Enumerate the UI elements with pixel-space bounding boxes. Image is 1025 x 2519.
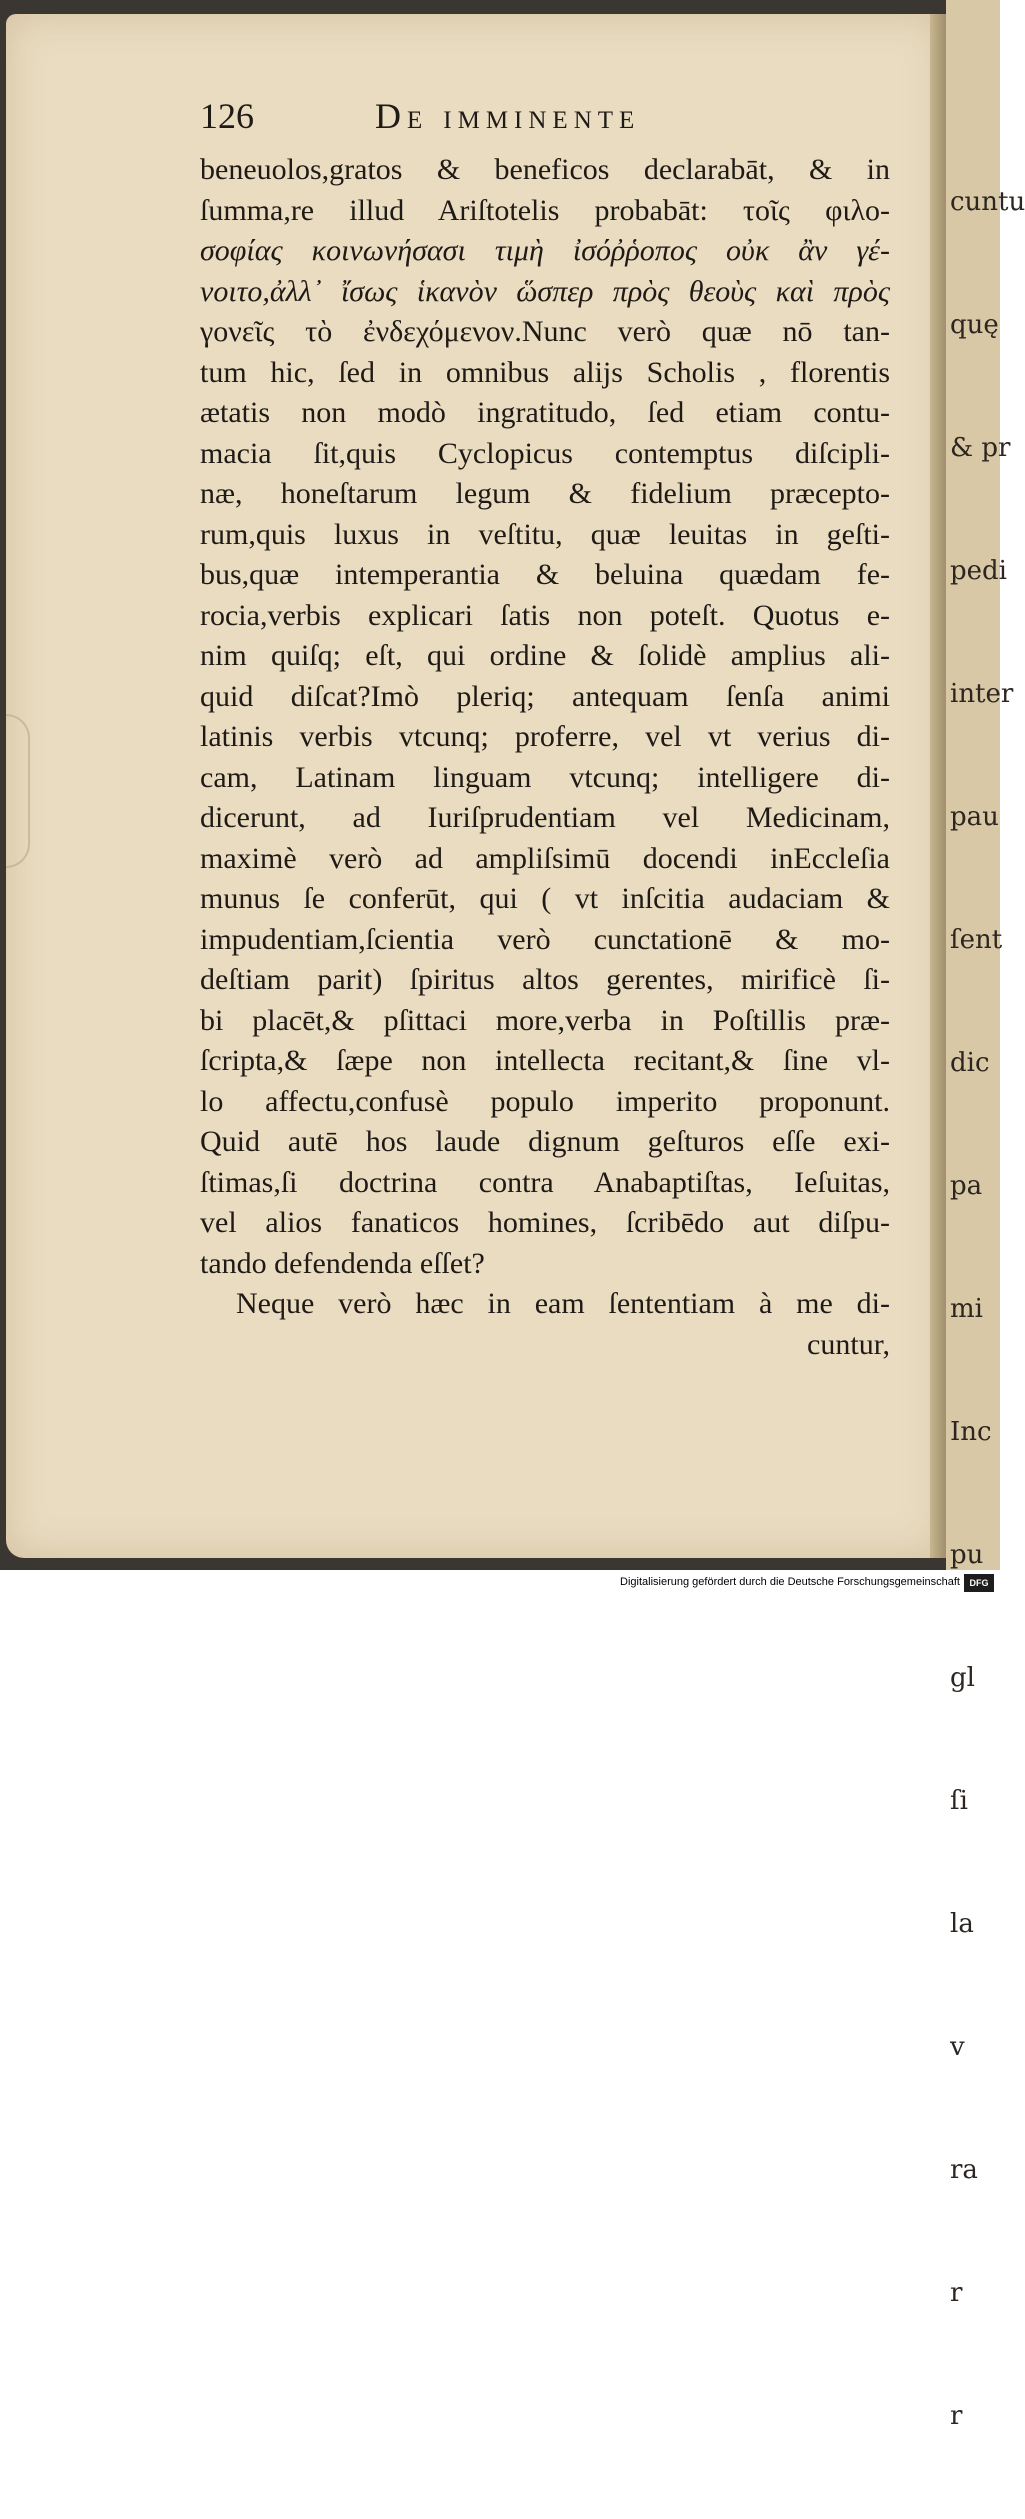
text-line: latinis verbis vtcunq; proferre, vel vt verius di- bbox=[200, 720, 890, 753]
fragment-line: r bbox=[950, 2278, 963, 2308]
text-line: nim quiſq; eſt, qui ordine & ſolidè amplius ali- bbox=[200, 639, 890, 672]
fragment-line: Inc bbox=[950, 1417, 992, 1447]
fragment-line: pau bbox=[950, 802, 999, 832]
text-line: tando defendenda eſſet? bbox=[200, 1246, 485, 1280]
facing-page-fragments bbox=[950, 100, 1025, 2519]
text-line: impudentiam,ſcientia verò cunctationē & mo- bbox=[200, 922, 890, 956]
fragment-line: gl bbox=[950, 1663, 975, 1693]
text-line: ſumma,re illud Ariſtotelis probabāt: τοῖς φιλο- bbox=[200, 193, 890, 227]
text-line: Quid autē hos laude dignum geſturos eſſe exi- bbox=[200, 1125, 890, 1158]
text-line: macia ſit,quis Cyclopicus contemptus diſcipli- bbox=[200, 436, 890, 470]
page-header bbox=[200, 95, 900, 143]
text-line: bus,quæ intemperantia & beluina quædam fe- bbox=[200, 558, 890, 591]
text-line: munus ſe conferūt, qui ( vt inſcitia audaciam & bbox=[200, 882, 890, 915]
text-line: beneuolos,gratos & beneficos declarabāt, & in bbox=[200, 153, 890, 186]
fragment-line: cuntu bbox=[950, 187, 1025, 217]
footer-credit: Digitalisierung gefördert durch die Deutsche Forschungsgemeinschaft bbox=[620, 1576, 960, 1588]
fragment-line: ſi bbox=[950, 1786, 968, 1816]
fragment-line: quę bbox=[950, 310, 999, 340]
fragment-line: v bbox=[950, 2032, 965, 2062]
fragment-line: ſent bbox=[950, 925, 1003, 955]
text-line-greek: σοφίας κοινωνήσασι τιμὴ ἰσόῤῥοπος οὐκ ἂν γέ- bbox=[200, 234, 890, 267]
text-line: lo affectu,confusè populo imperito proponunt. bbox=[200, 1084, 890, 1118]
page-edge-fold bbox=[6, 714, 30, 868]
text-line: næ, honeſtarum legum & fidelium præcepto- bbox=[200, 477, 890, 510]
body-text bbox=[200, 150, 890, 1365]
text-line: tum hic, ſed in omnibus alijs Scholis , florentis bbox=[200, 355, 890, 389]
fragment-line: inter bbox=[950, 679, 1014, 709]
fragment-line: pedi bbox=[950, 556, 1007, 586]
text-line: maximè verò ad ampliſsimū docendi inEccleſia bbox=[200, 841, 890, 875]
dfg-logo-icon: DFG bbox=[964, 1574, 994, 1592]
text-line: quid diſcat?Imò pleriq; antequam ſenſa animi bbox=[200, 679, 890, 713]
catchword: cuntur, bbox=[807, 1327, 890, 1361]
fragment-line: ra bbox=[950, 2155, 978, 2185]
text-line: γονεῖς τὸ ἐνδεχόμενον.Nunc verò quæ nō tan- bbox=[200, 315, 890, 348]
text-line-indented: Neque verò hæc in eam ſententiam à me di- bbox=[236, 1287, 890, 1320]
fragment-line: & pr bbox=[950, 433, 1011, 463]
fragment-line: pu bbox=[950, 1540, 984, 1570]
text-line: bi placēt,& pſittaci more,verba in Poſtillis præ- bbox=[200, 1003, 890, 1037]
page-number: 126 bbox=[200, 96, 254, 136]
text-line: deſtiam parit) ſpiritus altos gerentes, mirificè ſi- bbox=[200, 963, 890, 996]
text-line: ætatis non modò ingratitudo, ſed etiam contu- bbox=[200, 396, 890, 429]
fragment-line: mi bbox=[950, 1294, 983, 1324]
text-line: ſtimas,ſi doctrina contra Anabaptiſtas, Ieſuitas, bbox=[200, 1165, 890, 1199]
text-line: vel alios fanaticos homines, ſcribēdo aut diſpu- bbox=[200, 1206, 890, 1239]
fragment-line: r bbox=[950, 2401, 963, 2431]
text-line: ſcripta,& ſæpe non intellecta recitant,& ſine vl- bbox=[200, 1044, 890, 1077]
fragment-line: dic bbox=[950, 1048, 990, 1078]
text-line: rocia,verbis explicari ſatis non poteſt. Quotus e- bbox=[200, 598, 890, 632]
fragment-line: la bbox=[950, 1909, 974, 1939]
text-line: dicerunt, ad Iuriſprudentiam vel Medicinam, bbox=[200, 801, 890, 834]
fragment-line: pa bbox=[950, 1171, 983, 1201]
text-line: rum,quis luxus in veſtitu, quæ leuitas in geſti- bbox=[200, 517, 890, 551]
running-head: De imminente bbox=[375, 96, 641, 136]
text-line-greek: νοιτο,ἀλλ᾽ ἴσως ἱκανὸν ὥσπερ πρὸς θεοὺς καὶ πρὸς bbox=[200, 274, 890, 308]
footer-bar bbox=[0, 1570, 1000, 1598]
text-line: cam, Latinam linguam vtcunq; intelligere di- bbox=[200, 760, 890, 794]
